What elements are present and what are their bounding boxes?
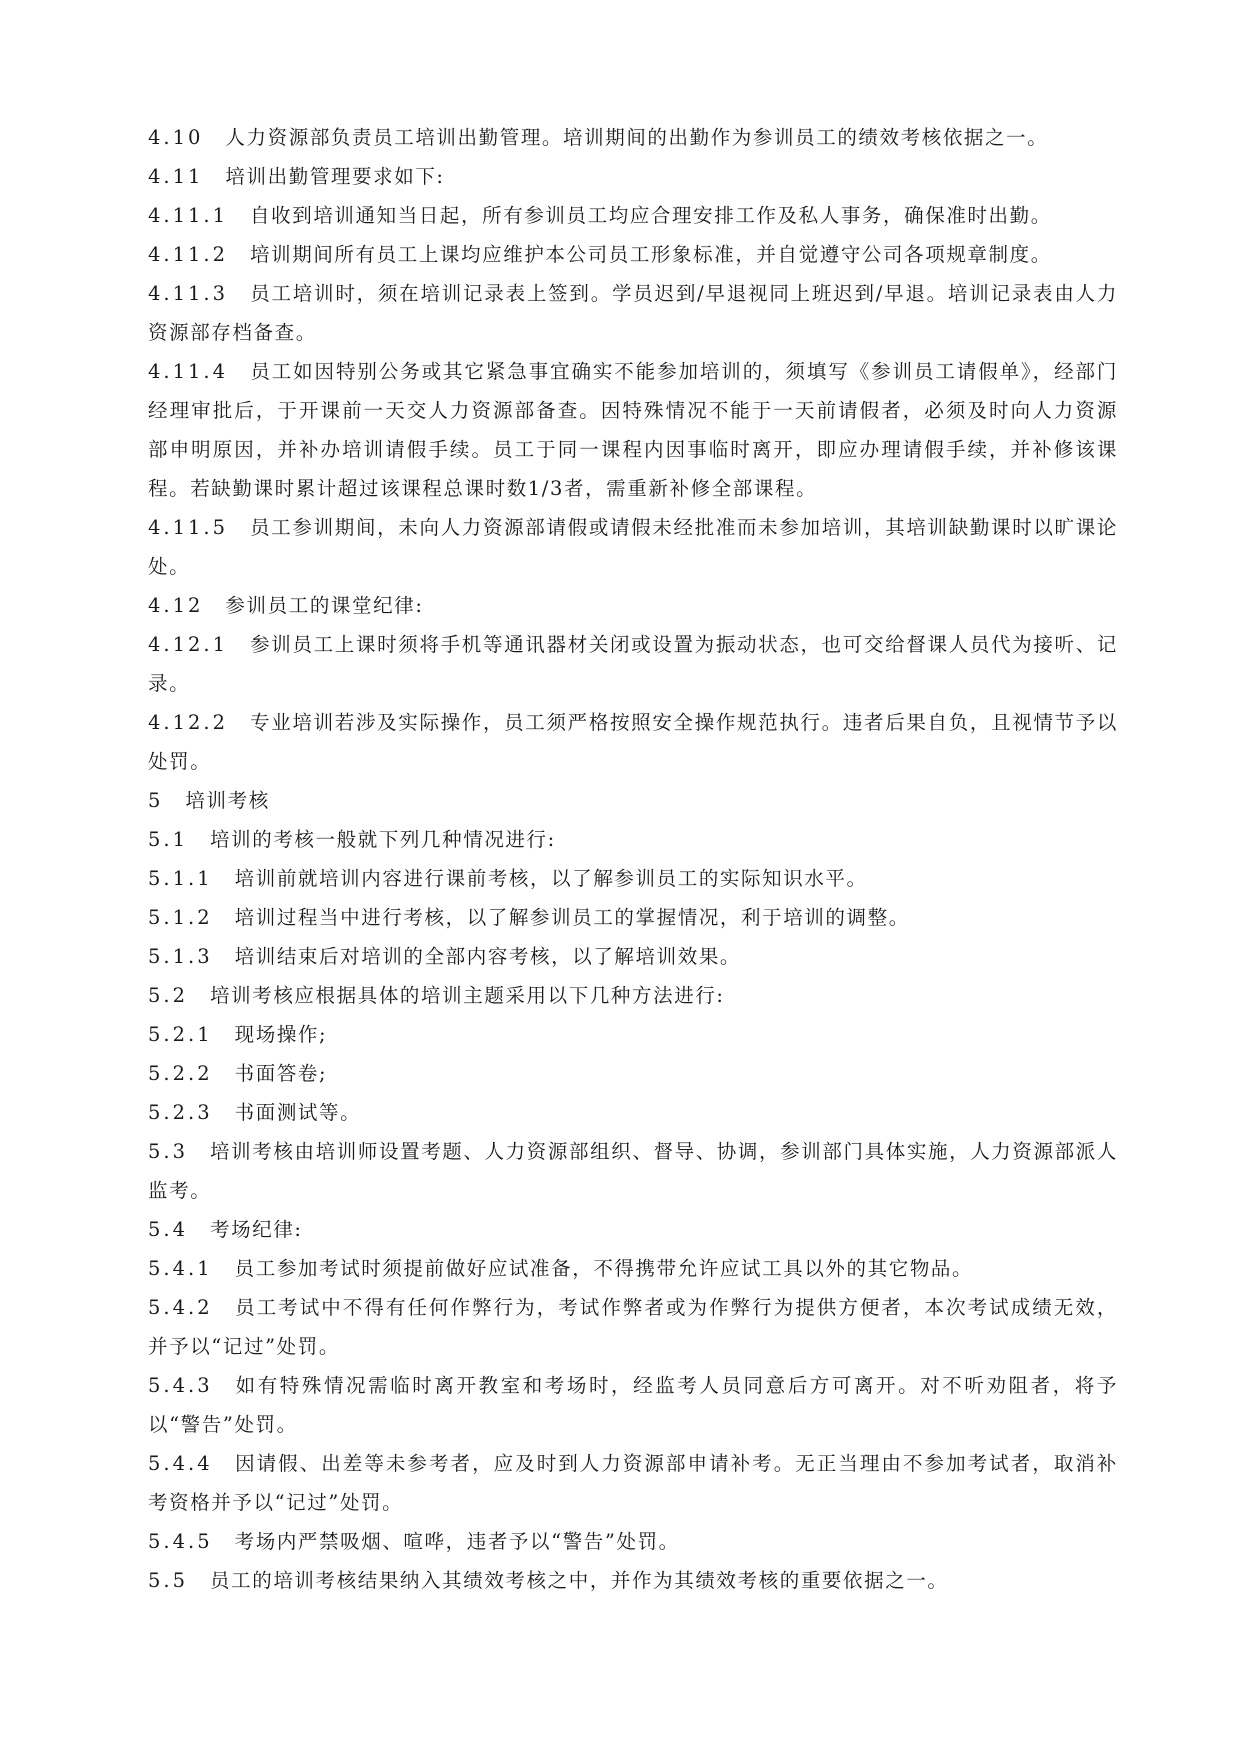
paragraph-5-1-2 [148,898,1118,937]
paragraph-4-12-1 [148,625,1118,703]
clause-text: 因请假、出差等未参考者，应及时到人力资源部申请补考。无正当理由不参加考试者，取消补考资格并予以“记过”处罚。 [148,1452,1118,1514]
clause-text: 培训前就培训内容进行课前考核，以了解参训员工的实际知识水平。 [234,867,868,890]
paragraph-4-12-2 [148,703,1118,781]
clause-number: 5.2.1 [148,1023,213,1046]
clause-text: 员工如因特别公务或其它紧急事宜确实不能参加培训的，须填写《参训员工请假单》，经部门经理审批后，于开课前一天交人力资源部备查。因特殊情况不能于一天前请假者，必须及时向人力资源部申明原因，并补办培训请假手续。员工于同一课程内因事临时离开，即应办理请假手续，并补修该课程。若缺勤课时累计超过该课程总课时数1/3者，需重新补修全部课程。 [148,360,1118,500]
clause-text: 书面答卷; [234,1062,328,1085]
clause-number: 5.4.2 [148,1296,213,1319]
paragraph-4-11 [148,157,1118,196]
paragraph-5-4-1 [148,1249,1118,1288]
document-page [148,118,1118,1600]
paragraph-5-2-1 [148,1015,1118,1054]
clause-number: 5.4.5 [148,1530,213,1553]
clause-number: 4.11.3 [148,282,229,305]
clause-text: 员工培训时，须在培训记录表上签到。学员迟到/早退视同上班迟到/早退。培训记录表由人力资源部存档备查。 [148,282,1118,344]
clause-text: 培训期间所有员工上课均应维护本公司员工形象标准，并自觉遵守公司各项规章制度。 [250,243,1052,266]
clause-text: 考场纪律: [210,1218,303,1241]
clause-number: 4.12 [148,594,204,617]
clause-text: 现场操作; [234,1023,328,1046]
clause-text: 培训结束后对培训的全部内容考核，以了解培训效果。 [234,945,742,968]
clause-text: 自收到培训通知当日起，所有参训员工均应合理安排工作及私人事务，确保准时出勤。 [250,204,1052,227]
clause-number: 4.11.1 [148,204,229,227]
clause-text: 人力资源部负责员工培训出勤管理。培训期间的出勤作为参训员工的绩效考核依据之一。 [225,126,1049,149]
clause-number: 5.5 [148,1569,189,1592]
clause-text: 如有特殊情况需临时离开教室和考场时，经监考人员同意后方可离开。对不听劝阻者，将予以“警告”处罚。 [148,1374,1118,1436]
paragraph-4-11-1 [148,196,1118,235]
clause-number: 4.12.2 [148,711,229,734]
paragraph-5-5 [148,1561,1118,1600]
paragraph-5-1-3 [148,937,1118,976]
clause-number: 5.2 [148,984,189,1007]
paragraph-5-4-4 [148,1444,1118,1522]
clause-number: 5.2.3 [148,1101,213,1124]
clause-number: 5.1 [148,828,189,851]
clause-text: 培训出勤管理要求如下: [225,165,445,188]
paragraph-4-11-3 [148,274,1118,352]
paragraph-5-2-3 [148,1093,1118,1132]
clause-number: 4.10 [148,126,204,149]
clause-text: 培训考核应根据具体的培训主题采用以下几种方法进行: [210,984,725,1007]
clause-number: 5.4 [148,1218,189,1241]
paragraph-5-4 [148,1210,1118,1249]
clause-number: 5.3 [148,1140,189,1163]
clause-number: 4.12.1 [148,633,229,656]
clause-number: 5.4.1 [148,1257,213,1280]
paragraph-5-3 [148,1132,1118,1210]
clause-number: 4.11.5 [148,516,229,539]
paragraph-5-2 [148,976,1118,1015]
clause-number: 5.4.4 [148,1452,213,1475]
paragraph-5-4-5 [148,1522,1118,1561]
paragraph-5-4-3 [148,1366,1118,1444]
clause-number: 5.1.2 [148,906,213,929]
clause-number: 4.11.2 [148,243,229,266]
clause-text: 员工参加考试时须提前做好应试准备，不得携带允许应试工具以外的其它物品。 [234,1257,974,1280]
clause-number: 5.4.3 [148,1374,213,1397]
section-5-heading [148,781,1118,820]
paragraph-4-11-4 [148,352,1118,508]
clause-text: 培训过程当中进行考核，以了解参训员工的掌握情况，利于培训的调整。 [234,906,910,929]
clause-number: 4.11.4 [148,360,229,383]
paragraph-4-11-5 [148,508,1118,586]
paragraph-4-10 [148,118,1118,157]
paragraph-4-11-2 [148,235,1118,274]
paragraph-5-2-2 [148,1054,1118,1093]
clause-number: 5.1.1 [148,867,213,890]
clause-text: 培训考核由培训师设置考题、人力资源部组织、督导、协调，参训部门具体实施，人力资源部派人监考。 [148,1140,1118,1202]
clause-text: 专业培训若涉及实际操作，员工须严格按照安全操作规范执行。违者后果自负，且视情节予以处罚。 [148,711,1118,773]
clause-text: 培训的考核一般就下列几种情况进行: [210,828,556,851]
clause-text: 员工考试中不得有任何作弊行为，考试作弊者或为作弊行为提供方便者，本次考试成绩无效，并予以“记过”处罚。 [148,1296,1118,1358]
paragraph-4-12 [148,586,1118,625]
paragraph-5-1 [148,820,1118,859]
clause-number: 5 [148,789,164,812]
clause-number: 5.2.2 [148,1062,213,1085]
clause-text: 员工参训期间，未向人力资源部请假或请假未经批准而未参加培训，其培训缺勤课时以旷课论处。 [148,516,1118,578]
clause-text: 书面测试等。 [234,1101,362,1124]
paragraph-5-1-1 [148,859,1118,898]
clause-text: 培训考核 [185,789,270,812]
clause-text: 参训员工的课堂纪律: [225,594,424,617]
paragraph-5-4-2 [148,1288,1118,1366]
clause-text: 员工的培训考核结果纳入其绩效考核之中，并作为其绩效考核的重要依据之一。 [210,1569,949,1592]
clause-text: 参训员工上课时须将手机等通讯器材关闭或设置为振动状态，也可交给督课人员代为接听、记录。 [148,633,1118,695]
clause-number: 4.11 [148,165,204,188]
clause-text: 考场内严禁吸烟、喧哗，违者予以“警告”处罚。 [234,1530,680,1553]
clause-number: 5.1.3 [148,945,213,968]
